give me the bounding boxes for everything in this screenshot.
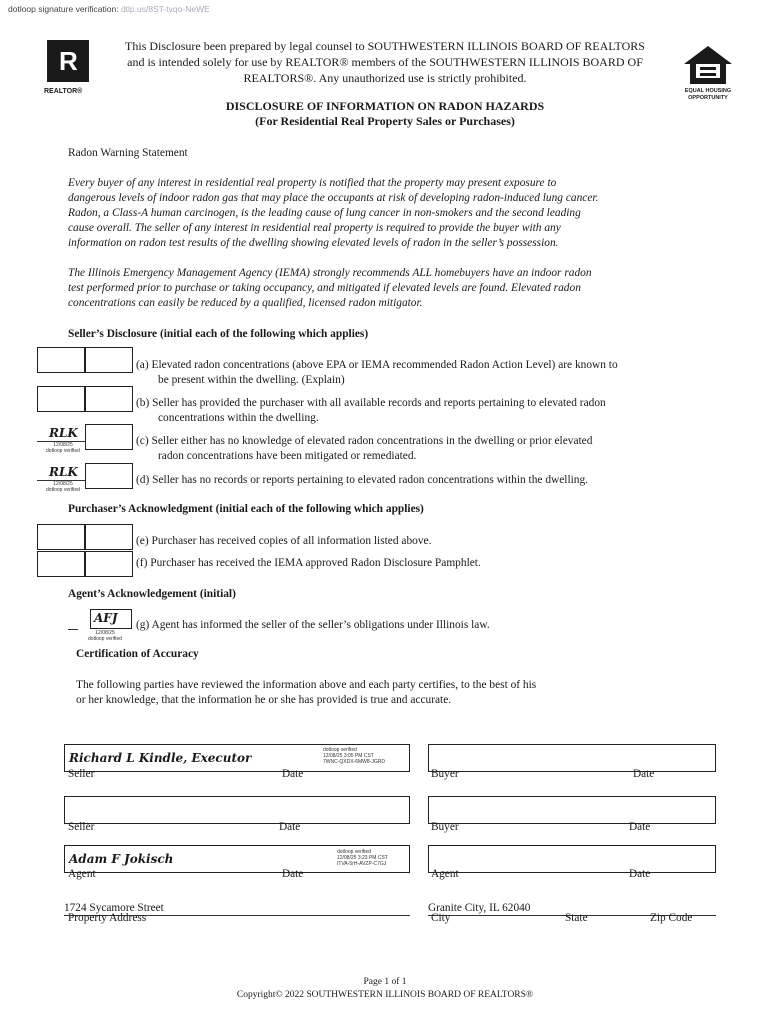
equal-housing-caption: EQUAL HOUSING OPPORTUNITY bbox=[684, 88, 732, 101]
warning-paragraph-2: The Illinois Emergency Management Agency (IEMA) strongly recommends ALL homebuyers have an indoor radon test performed prior to purchase or taking occupancy, and mitigated if elevated levels are found. Elevated radon concentrations can easily be reduced by a qualified, licensed radon mitigator. bbox=[68, 267, 592, 309]
seller-initial-c[interactable] bbox=[37, 424, 85, 454]
realtor-caption: REALTOR® bbox=[44, 88, 83, 95]
dotloop-stamp: dotloop verified 12/08/25 3:23 PM CST ITVA-5rH-AVZP-C7GJ bbox=[337, 849, 388, 867]
initials-signature: RLK bbox=[49, 426, 78, 440]
seller-signature: Richard L Kindle, Executor bbox=[69, 751, 252, 765]
agent-item-g: (g) Agent has informed the seller of the seller’s obligations under Illinois law. bbox=[136, 619, 490, 631]
verification-link[interactable]: dtlp.us/8ST-tvqo-NeWE bbox=[120, 4, 210, 14]
agent-signature-box-2[interactable] bbox=[428, 845, 716, 873]
seller-initial-box-c2[interactable] bbox=[85, 424, 133, 450]
realtor-logo: R bbox=[47, 40, 89, 82]
dotloop-stamp: 12/08/25 dotloop verified bbox=[88, 630, 122, 642]
date-label-3: Date bbox=[282, 868, 304, 880]
purchaser-initial-box-f1[interactable] bbox=[37, 551, 85, 577]
seller-item-a: (a) Elevated radon concentrations (above EPA or IEMA recommended Radon Action Level) are known to be present within the dwelling. (Explain) bbox=[136, 359, 618, 386]
property-street: 1724 Sycamore Street bbox=[64, 902, 164, 914]
agent-label-1: Agent bbox=[68, 868, 96, 880]
seller-item-d: (d) Seller has no records or reports pertaining to elevated radon concentrations within the dwelling. bbox=[136, 474, 589, 486]
city-state-zip: Granite City, IL 62040 bbox=[428, 902, 531, 914]
warning-heading: Radon Warning Statement bbox=[68, 147, 188, 159]
agent-initials-signature: AFJ bbox=[94, 611, 118, 625]
purchaser-initial-box-e1[interactable] bbox=[37, 524, 85, 550]
dotloop-verification bbox=[8, 4, 210, 14]
document-title: DISCLOSURE OF INFORMATION ON RADON HAZARDS (For Residential Real Property Sales or Purchases) bbox=[225, 99, 545, 128]
legal-header: This Disclosure been prepared by legal counsel to SOUTHWESTERN ILLINOIS BOARD OF REALTORS and is intended solely for use by REALTOR® members of the SOUTHWESTERN ILLINOIS BOARD OF REALTORS®. Any unauthorized use is strictly prohibited. bbox=[125, 39, 645, 85]
zip-label: Zip Code bbox=[650, 912, 693, 924]
agent-signature-box-1[interactable] bbox=[64, 845, 410, 873]
seller-signature-box-1[interactable] bbox=[64, 744, 410, 772]
page-number: Page 1 of 1 bbox=[363, 977, 407, 987]
agent-initial[interactable] bbox=[68, 609, 132, 642]
seller-item-b: (b) Seller has provided the purchaser with all available records and reports pertaining to elevated radon concentrations within the dwelling. bbox=[136, 397, 606, 424]
buyer-date-label-1: Date bbox=[633, 768, 655, 780]
purchaser-heading: Purchaser’s Acknowledgment (initial each of the following which applies) bbox=[68, 503, 424, 515]
purchaser-initial-box-e2[interactable] bbox=[85, 524, 133, 550]
certification-text: The following parties have reviewed the information above and each party certifies, to the best of his or her knowledge, that the information he or she has provided is true and accurate. bbox=[76, 679, 537, 706]
seller-initial-d[interactable] bbox=[37, 463, 85, 493]
buyer-date-label-2: Date bbox=[629, 821, 651, 833]
seller-signature-box-2[interactable] bbox=[64, 796, 410, 824]
seller-item-c: (c) Seller either has no knowledge of elevated radon concentrations in the dwelling or prior elevated radon concentrations have been mitigated or remediated. bbox=[136, 435, 593, 462]
seller-initial-box-a2[interactable] bbox=[85, 347, 133, 373]
property-address-label: Property Address bbox=[68, 912, 147, 924]
seller-label-1: Seller bbox=[68, 768, 95, 780]
warning-paragraph-1: Every buyer of any interest in residential real property is notified that the property may present exposure to dangerous levels of indoor radon gas that may place the occupants at risk of developing radon-induced lung cancer. Radon, a Class-A human carcinogen, is the leading cause of lung cancer in non-smokers and the second leading cause overall. The seller of any interest in residential real property is required to provide the buyer with any information on radon test results of the dwelling showing elevated levels of radon in the seller’s possession. bbox=[68, 177, 599, 249]
certification-heading: Certification of Accuracy bbox=[76, 648, 199, 660]
buyer-signature-box-2[interactable] bbox=[428, 796, 716, 824]
buyer-label-2: Buyer bbox=[431, 821, 459, 833]
seller-initial-box-b2[interactable] bbox=[85, 386, 133, 412]
purchaser-item-f: (f) Purchaser has received the IEMA approved Radon Disclosure Pamphlet. bbox=[136, 557, 481, 569]
copyright: Copyright© 2022 SOUTHWESTERN ILLINOIS BOARD OF REALTORS® bbox=[236, 990, 534, 1000]
date-label-2: Date bbox=[279, 821, 301, 833]
initials-signature: RLK bbox=[49, 465, 78, 479]
agent-date-label-2: Date bbox=[629, 868, 651, 880]
city-label: City bbox=[431, 912, 451, 924]
seller-initial-box-d2[interactable] bbox=[85, 463, 133, 489]
date-label-1: Date bbox=[282, 768, 304, 780]
agent-label-2: Agent bbox=[431, 868, 459, 880]
equal-housing-icon bbox=[682, 44, 734, 86]
purchaser-initial-box-f2[interactable] bbox=[85, 551, 133, 577]
agent-heading: Agent’s Acknowledgement (initial) bbox=[68, 588, 236, 600]
dotloop-stamp: 12/08/25 dotloop verified bbox=[46, 442, 80, 454]
seller-initial-box-a1[interactable] bbox=[37, 347, 85, 373]
dotloop-stamp: dotloop verified 12/08/25 3:05 PM CST 7WNC-QXDX-6MW8-JGRD bbox=[323, 747, 385, 765]
dotloop-stamp: 12/08/25 dotloop verified bbox=[46, 481, 80, 493]
state-label: State bbox=[565, 912, 588, 924]
purchaser-item-e: (e) Purchaser has received copies of all information listed above. bbox=[136, 535, 432, 547]
buyer-label-1: Buyer bbox=[431, 768, 459, 780]
buyer-signature-box-1[interactable] bbox=[428, 744, 716, 772]
seller-initial-box-b1[interactable] bbox=[37, 386, 85, 412]
seller-label-2: Seller bbox=[68, 821, 95, 833]
agent-signature: Adam F Jokisch bbox=[69, 852, 174, 866]
seller-disclosure-heading: Seller’s Disclosure (initial each of the following which applies) bbox=[68, 328, 369, 340]
verification-label: dotloop signature verification: bbox=[8, 4, 119, 14]
